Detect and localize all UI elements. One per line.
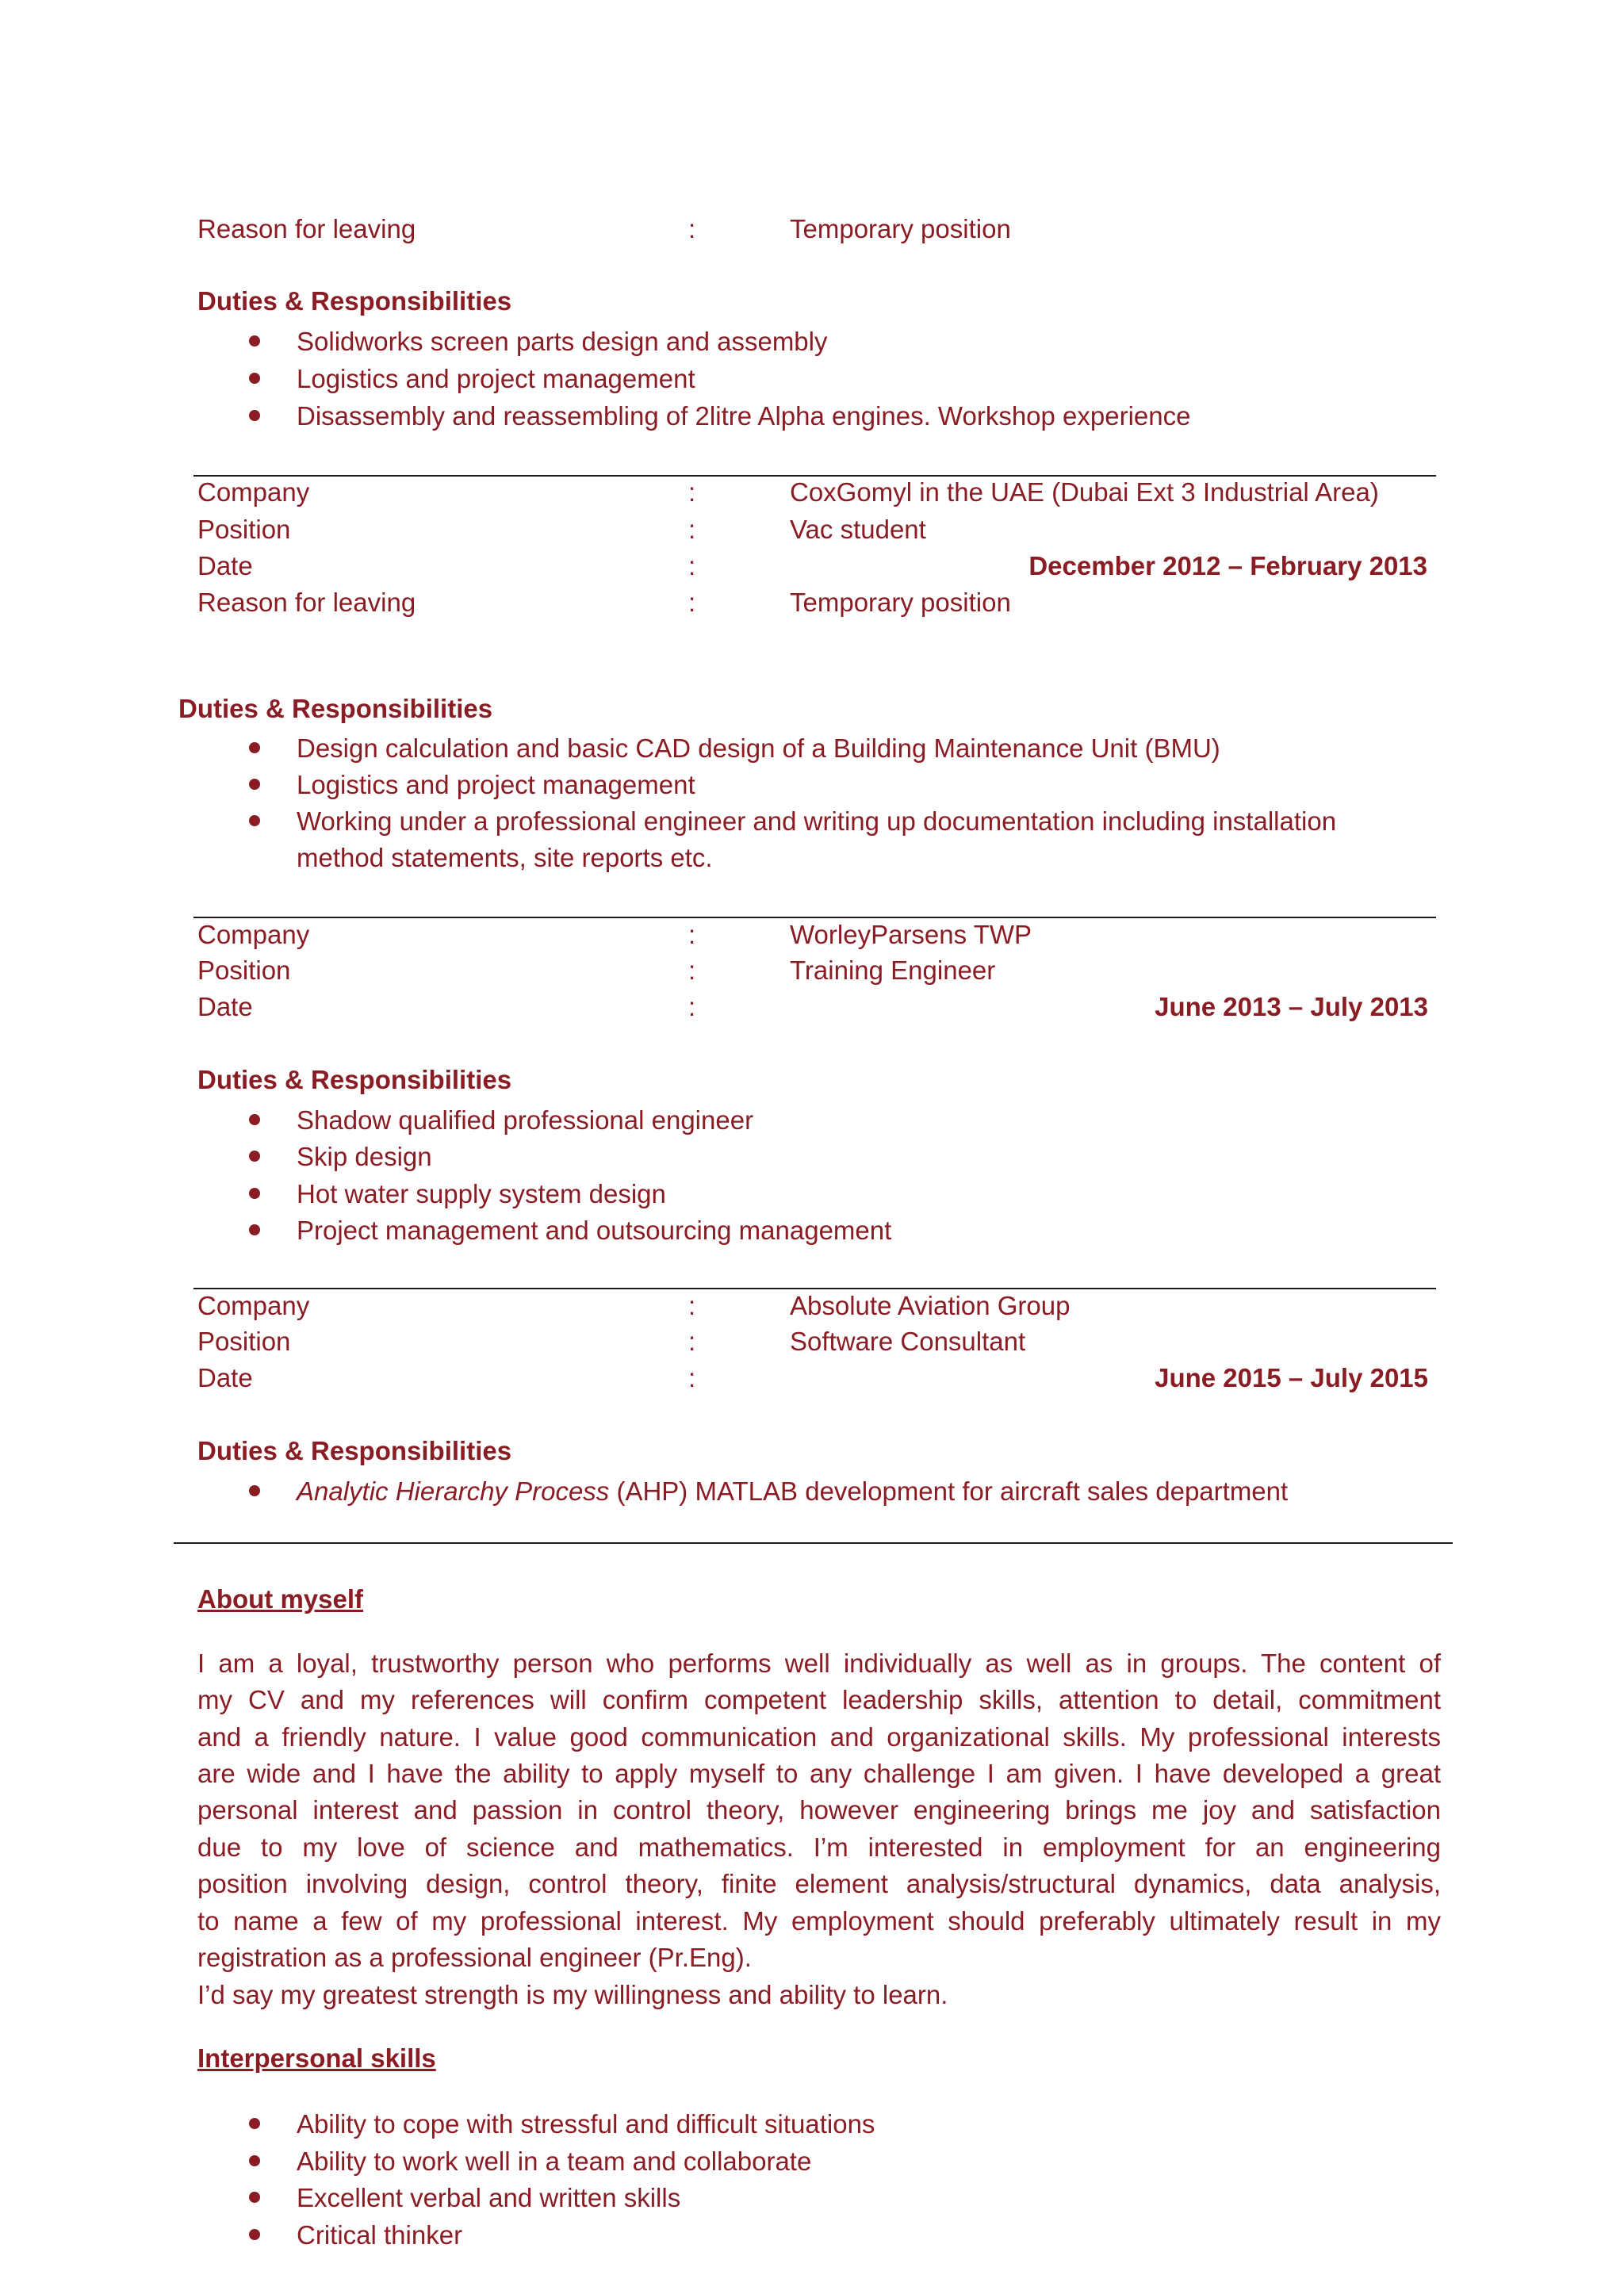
colon: :	[688, 588, 696, 617]
bullet-icon	[249, 2118, 260, 2129]
bullet-icon	[249, 373, 260, 384]
colon: :	[688, 1291, 696, 1320]
reason-value: Temporary position	[790, 588, 1011, 617]
about-line: position involving design, control theory, finite element analysis/structural dynamics, data analysis,	[197, 1869, 1441, 1898]
about-line: personal interest and passion in control theory, however engineering brings me joy and satisfaction	[197, 1795, 1441, 1825]
about-line: my CV and my references will confirm competent leadership skills, attention to detail, commitment	[197, 1685, 1441, 1714]
company-value: WorleyParsens TWP	[790, 920, 1032, 949]
position-label: Position	[197, 1327, 291, 1356]
date-value: December 2012 – February 2013	[1028, 551, 1427, 580]
bullet-icon	[249, 2192, 260, 2203]
date-label: Date	[197, 992, 253, 1021]
section-divider	[174, 1542, 1453, 1544]
list-item-continuation: method statements, site reports etc.	[297, 843, 713, 872]
about-line: are wide and I have the ability to apply myself to any challenge I am given. I have developed a great	[197, 1759, 1441, 1788]
company-label: Company	[197, 1291, 310, 1320]
bullet-icon	[249, 1188, 260, 1199]
date-label: Date	[197, 1363, 253, 1392]
bullet-icon	[249, 335, 260, 347]
date-label: Date	[197, 551, 253, 580]
date-value: June 2015 – July 2015	[1155, 1363, 1428, 1392]
bullet-icon	[249, 779, 260, 790]
duties-heading: Duties & Responsibilities	[197, 1065, 512, 1094]
about-line: to name a few of my professional interest. My employment should preferably ultimately result in my	[197, 1906, 1441, 1936]
colon: :	[688, 920, 696, 949]
duty-italic: Analytic Hierarchy Process	[297, 1476, 610, 1506]
interpersonal-heading: Interpersonal skills	[197, 2043, 436, 2073]
date-value: June 2013 – July 2013	[1155, 992, 1428, 1021]
about-line: due to my love of science and mathematics. I’m interested in employment for an engineering	[197, 1833, 1441, 1862]
about-line: I am a loyal, trustworthy person who performs well individually as well as in groups. The content of	[197, 1649, 1441, 1678]
about-line: and a friendly nature. I value good communication and organizational skills. My professional interests	[197, 1722, 1441, 1752]
colon: :	[688, 992, 696, 1021]
bullet-icon	[249, 1151, 260, 1162]
position-value: Training Engineer	[790, 956, 996, 985]
colon: :	[688, 1363, 696, 1392]
duty-rest: (AHP) MATLAB development for aircraft sales department	[609, 1476, 1289, 1506]
position-value: Vac student	[790, 515, 926, 544]
reason-label: Reason for leaving	[197, 588, 416, 617]
bullet-icon	[249, 1224, 260, 1235]
cv-page: Reason for leaving : Temporary position Duties & Responsibilities Solidworks screen parts design and assembly Logistics and project management Disassembly and reassembling of 2litre Alpha engines. Workshop experience Company : CoxGomyl in the UAE (Dubai Ext 3 Industrial Area) Position : Vac student Date : December 2012 – February 2013 Reason for leaving : Temporary position Duties & Responsibilities Design calculation and basic CAD design of a Building Maintenance Unit (BMU) Logistics and project management Working under a professional engineer and writing up documentation including installation method statements, site reports etc. Company : WorleyParsens TWP Position : Training Engineer Date : June 2013 – July 2013 Duties & Responsibilities Shadow qualified professional engineer Skip design Hot water supply system design Project management and outsourcing management Company : Absolute Aviation Group Position : Software Consultant Date : June 2015 – July 2015 Duties & Responsibilities Analytic Hierarchy Process (AHP) MATLAB development for aircraft sales department About myself I am a loyal, trustworthy person who performs well individually as well as in groups. The content of my CV and my references will confirm competent leadership skills, attention to detail, commitment and a friendly nature. I value good communication and organizational skills. My professional interests are wide and I have the ability to apply myself to any challenge I am given. I have developed a great personal interest and passion in control theory, however engineering brings me joy and satisfaction due to my love of science and mathematics. I’m interested in employment for an engineering position involving design, control theory, finite element analysis/structural dynamics, data analysis, to name a few of my professional interest. My employment should preferably ultimately result in my registration as a professional engineer (Pr.Eng). I’d say my greatest strength is my willingness and ability to learn. Interpersonal skills Ability to cope with stressful and difficult situations Ability to work well in a team and collaborate Excellent verbal and written skills Critical thinker	[0, 0, 1624, 2294]
bullet-icon	[249, 742, 260, 753]
about-heading: About myself	[197, 1584, 364, 1614]
company-label: Company	[197, 477, 310, 507]
about-closing: I’d say my greatest strength is my willingness and ability to learn.	[197, 1980, 948, 2009]
colon: :	[688, 214, 696, 243]
duties-heading: Duties & Responsibilities	[197, 286, 512, 316]
position-label: Position	[197, 515, 291, 544]
colon: :	[688, 1327, 696, 1356]
bullet-icon	[249, 2155, 260, 2166]
colon: :	[688, 515, 696, 544]
duties-heading: Duties & Responsibilities	[178, 694, 493, 723]
company-value: CoxGomyl in the UAE (Dubai Ext 3 Industrial Area)	[790, 477, 1379, 507]
company-label: Company	[197, 920, 310, 949]
colon: :	[688, 551, 696, 580]
bullet-icon	[249, 2229, 260, 2240]
reason-value: Temporary position	[790, 214, 1011, 243]
colon: :	[688, 956, 696, 985]
bullet-icon	[249, 410, 260, 421]
bullet-icon	[249, 1485, 260, 1496]
duties-heading: Duties & Responsibilities	[197, 1436, 512, 1465]
reason-label: Reason for leaving	[197, 214, 416, 243]
position-label: Position	[197, 956, 291, 985]
bullet-icon	[249, 815, 260, 826]
position-value: Software Consultant	[790, 1327, 1026, 1356]
colon: :	[688, 477, 696, 507]
about-line: registration as a professional engineer (Pr.Eng).	[197, 1943, 752, 1972]
bullet-icon	[249, 1114, 260, 1125]
company-value: Absolute Aviation Group	[790, 1291, 1071, 1320]
